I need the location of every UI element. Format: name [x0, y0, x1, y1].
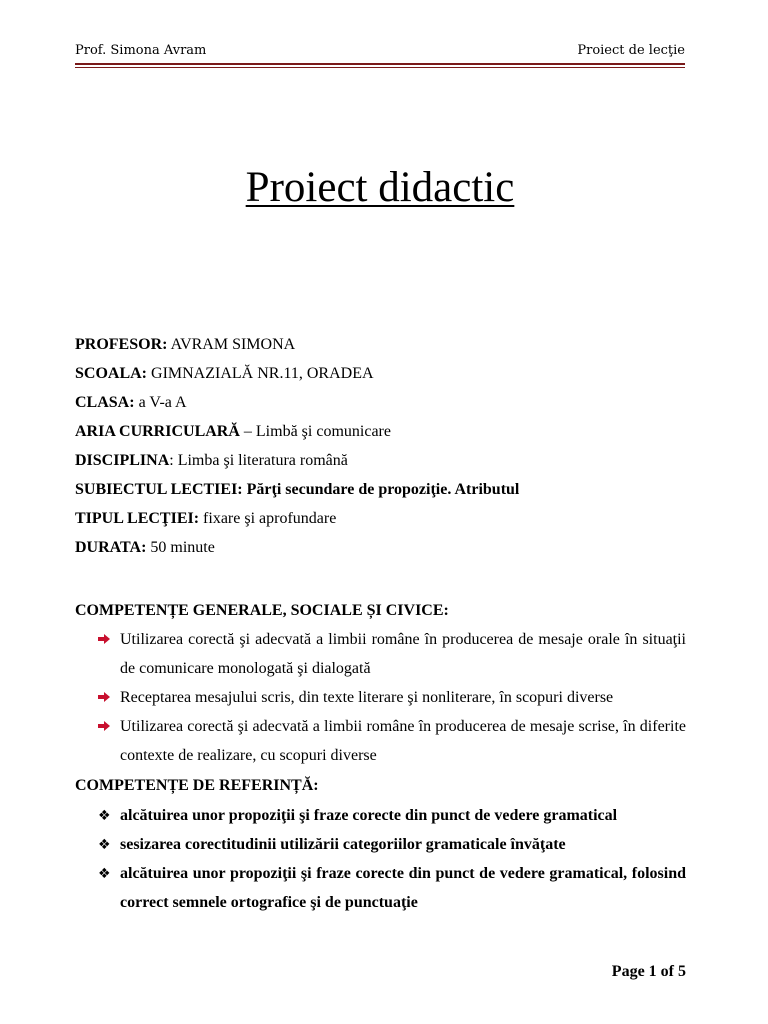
info-row-durata: DURATA: 50 minute — [75, 539, 215, 556]
red-arrow-icon — [98, 721, 110, 731]
list-item: ❖ alcătuirea unor propoziţii şi fraze corecte din punct de vedere gramatical — [98, 801, 686, 830]
diamond-flower-icon: ❖ — [98, 837, 111, 853]
competente-referinta-list — [98, 801, 686, 917]
page-header — [75, 43, 685, 59]
list-item: ❖ alcătuirea unor propoziţii şi fraze corecte din punct de vedere gramatical, folosind correct semnele ortografice şi de punctuaţie — [98, 859, 686, 917]
section-title-competente-generale: COMPETENȚE GENERALE, SOCIALE ȘI CIVICE: — [75, 602, 449, 619]
info-row-profesor: PROFESOR: AVRAM SIMONA — [75, 336, 296, 353]
header-rule-thick — [75, 63, 685, 65]
red-arrow-icon — [98, 692, 110, 702]
competente-generale-list — [98, 625, 686, 770]
lesson-info — [75, 334, 685, 566]
info-row-scoala: SCOALA: GIMNAZIALĂ NR.11, ORADEA — [75, 365, 374, 382]
header-author: Prof. Simona Avram — [75, 43, 207, 58]
section-title-competente-referinta: COMPETENȚE DE REFERINȚĂ: — [75, 777, 319, 794]
list-item: Receptarea mesajului scris, din texte literare şi nonliterare, în scopuri diverse — [98, 683, 686, 712]
list-item: Utilizarea corectă şi adecvată a limbii române în producerea de mesaje scrise, în diferite contexte de realizare, cu scopuri diverse — [98, 712, 686, 770]
info-row-tipul: TIPUL LECŢIEI: fixare şi aprofundare — [75, 510, 337, 527]
red-arrow-icon — [98, 634, 110, 644]
info-row-clasa: CLASA: a V-a A — [75, 394, 187, 411]
info-row-subiect: SUBIECTUL LECTIEI: Părţi secundare de propoziţie. Atributul — [75, 481, 520, 498]
list-item: ❖ sesizarea corectitudinii utilizării categoriilor gramaticale învăţate — [98, 830, 686, 859]
header-doc-type: Proiect de lecţie — [577, 43, 685, 58]
diamond-flower-icon: ❖ — [98, 808, 111, 824]
header-rule-thin — [75, 67, 685, 68]
diamond-flower-icon: ❖ — [98, 866, 111, 882]
info-row-aria: ARIA CURRICULARĂ – Limbă şi comunicare — [75, 423, 391, 440]
document-title: Proiect didactic — [245, 164, 515, 211]
list-item: Utilizarea corectă şi adecvată a limbii române în producerea de mesaje orale în situaţii de comunicare monologată şi dialogată — [98, 625, 686, 683]
info-row-disciplina: DISCIPLINA: Limba şi literatura română — [75, 452, 348, 469]
page-number: Page 1 of 5 — [611, 963, 686, 980]
